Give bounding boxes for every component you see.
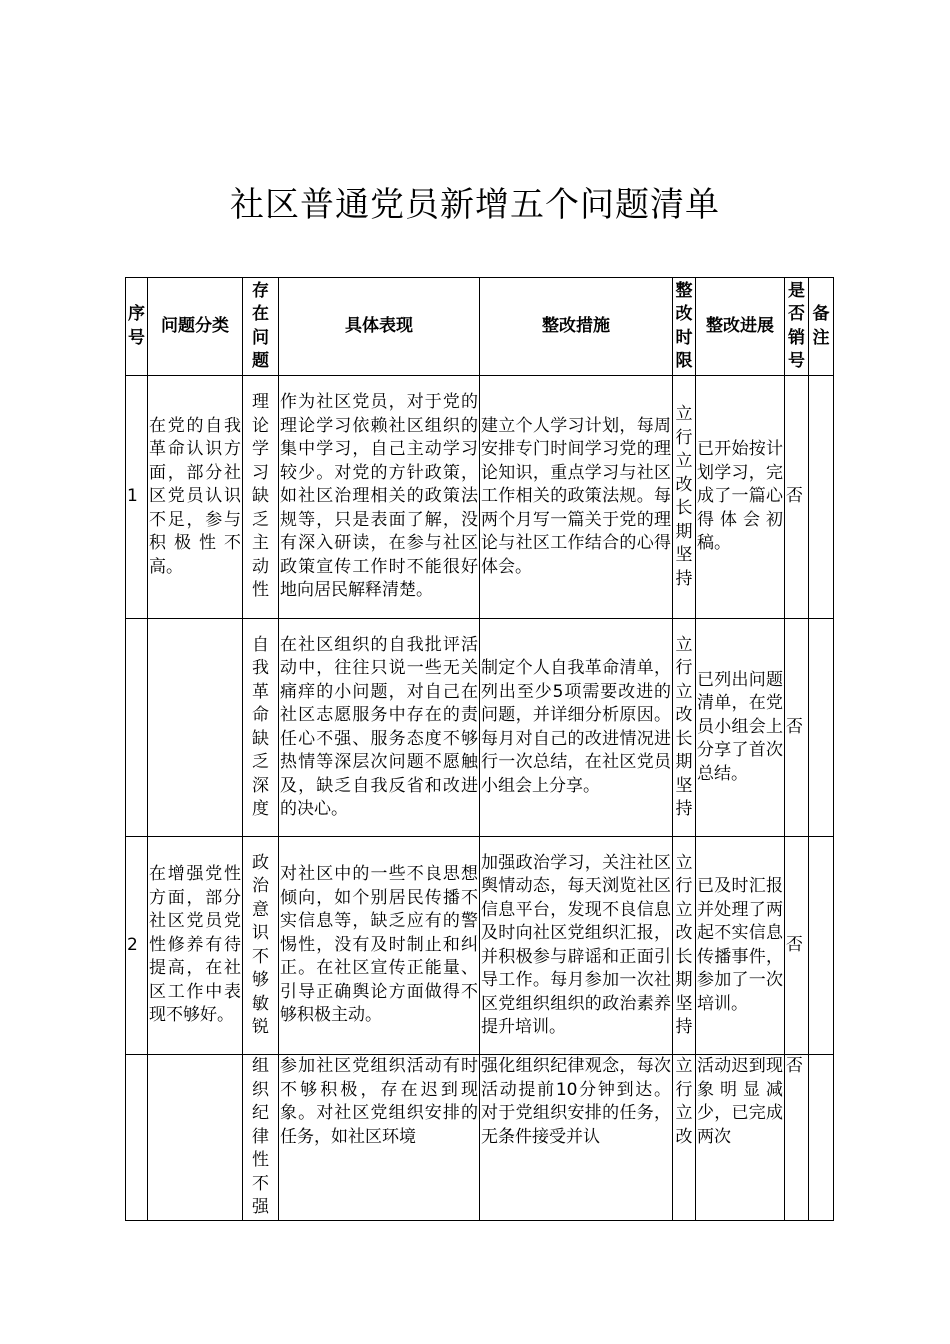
- header-progress: 整改进展: [696, 278, 785, 376]
- cell-deadline: 立行立改: [673, 1055, 696, 1221]
- cell-no: 1: [126, 376, 148, 619]
- header-problem: 存在问题: [243, 278, 279, 376]
- cell-deadline: 立行立改长期坚持: [673, 376, 696, 619]
- header-closed: 是否销号: [785, 278, 809, 376]
- cell-measures: 制定个人自我革命清单，列出至少5项需要改进的问题，并详细分析原因。每月对自己的改进情况进行一次总结，在社区党员小组会上分享。: [480, 619, 673, 837]
- cell-deadline: 立行立改长期坚持: [673, 619, 696, 837]
- cell-progress: 已及时汇报并处理了两起不实信息传播事件，参加了一次培训。: [696, 837, 785, 1055]
- cell-measures: 加强政治学习，关注社区舆情动态，每天浏览社区信息平台，发现不良信息及时向社区党组织汇报，并积极参与辟谣和正面引导工作。每月参加一次社区党组织组织的政治素养提升培训。: [480, 837, 673, 1055]
- cell-manifestation: 在社区组织的自我批评活动中，往往只说一些无关痛痒的小问题，对自己在社区志愿服务中存在的责任心不强、服务态度不够热情等深层次问题不愿触及，缺乏自我反省和改进的决心。: [279, 619, 480, 837]
- table-row: [126, 837, 834, 1055]
- cell-problem: 政治意识不够敏锐: [243, 837, 279, 1055]
- cell-manifestation: 作为社区党员，对于党的理论学习依赖社区组织的集中学习，自己主动学习较少。对党的方针政策，如社区治理相关的政策法规等，只是表面了解，没有深入研读，在参与社区政策宣传工作时不能很好地向居民解释清楚。: [279, 376, 480, 619]
- page-title: 社区普通党员新增五个问题清单: [230, 185, 720, 225]
- table-row: [126, 376, 834, 619]
- cell-progress: 活动迟到现象明显减少，已完成两次: [696, 1055, 785, 1221]
- cell-manifestation: 对社区中的一些不良思想倾向，如个别居民传播不实信息等，缺乏应有的警惕性，没有及时制止和纠正。在社区宣传正能量、引导正确舆论方面做得不够积极主动。: [279, 837, 480, 1055]
- header-measures: 整改措施: [480, 278, 673, 376]
- cell-no: 2: [126, 837, 148, 1055]
- cell-deadline: 立行立改长期坚持: [673, 837, 696, 1055]
- cell-category: [148, 619, 243, 837]
- cell-problem: 组织纪律性不强: [243, 1055, 279, 1221]
- cell-progress: 已开始按计划学习，完成了一篇心得体会初稿。: [696, 376, 785, 619]
- cell-category: [148, 1055, 243, 1221]
- problem-list-table: [125, 277, 834, 1221]
- table-header-row: [126, 278, 834, 376]
- table-row: [126, 619, 834, 837]
- cell-remark: [809, 376, 834, 619]
- cell-problem: 自我革命缺乏深度: [243, 619, 279, 837]
- cell-manifestation: 参加社区党组织活动有时不够积极，存在迟到现象。对社区党组织安排的任务，如社区环境: [279, 1055, 480, 1221]
- cell-closed: 否: [785, 619, 809, 837]
- header-deadline: 整改时限: [673, 278, 696, 376]
- cell-remark: [809, 837, 834, 1055]
- table-row: [126, 1055, 834, 1221]
- cell-measures: 建立个人学习计划，每周安排专门时间学习党的理论知识，重点学习与社区工作相关的政策法规。每两个月写一篇关于党的理论与社区工作结合的心得体会。: [480, 376, 673, 619]
- cell-progress: 已列出问题清单，在党员小组会上分享了首次总结。: [696, 619, 785, 837]
- cell-no: [126, 1055, 148, 1221]
- cell-measures: 强化组织纪律观念，每次活动提前10分钟到达。对于党组织安排的任务，无条件接受并认: [480, 1055, 673, 1221]
- cell-closed: 否: [785, 837, 809, 1055]
- cell-closed: 否: [785, 1055, 809, 1221]
- header-manifestation: 具体表现: [279, 278, 480, 376]
- cell-category: 在增强党性方面，部分社区党员党性修养有待提高，在社区工作中表现不够好。: [148, 837, 243, 1055]
- cell-remark: [809, 619, 834, 837]
- header-no: 序号: [126, 278, 148, 376]
- cell-no: [126, 619, 148, 837]
- cell-closed: 否: [785, 376, 809, 619]
- header-category: 问题分类: [148, 278, 243, 376]
- cell-category: 在党的自我革命认识方面，部分社区党员认识不足，参与积极性不高。: [148, 376, 243, 619]
- cell-remark: [809, 1055, 834, 1221]
- header-remark: 备注: [809, 278, 834, 376]
- cell-problem: 理论学习缺乏主动性: [243, 376, 279, 619]
